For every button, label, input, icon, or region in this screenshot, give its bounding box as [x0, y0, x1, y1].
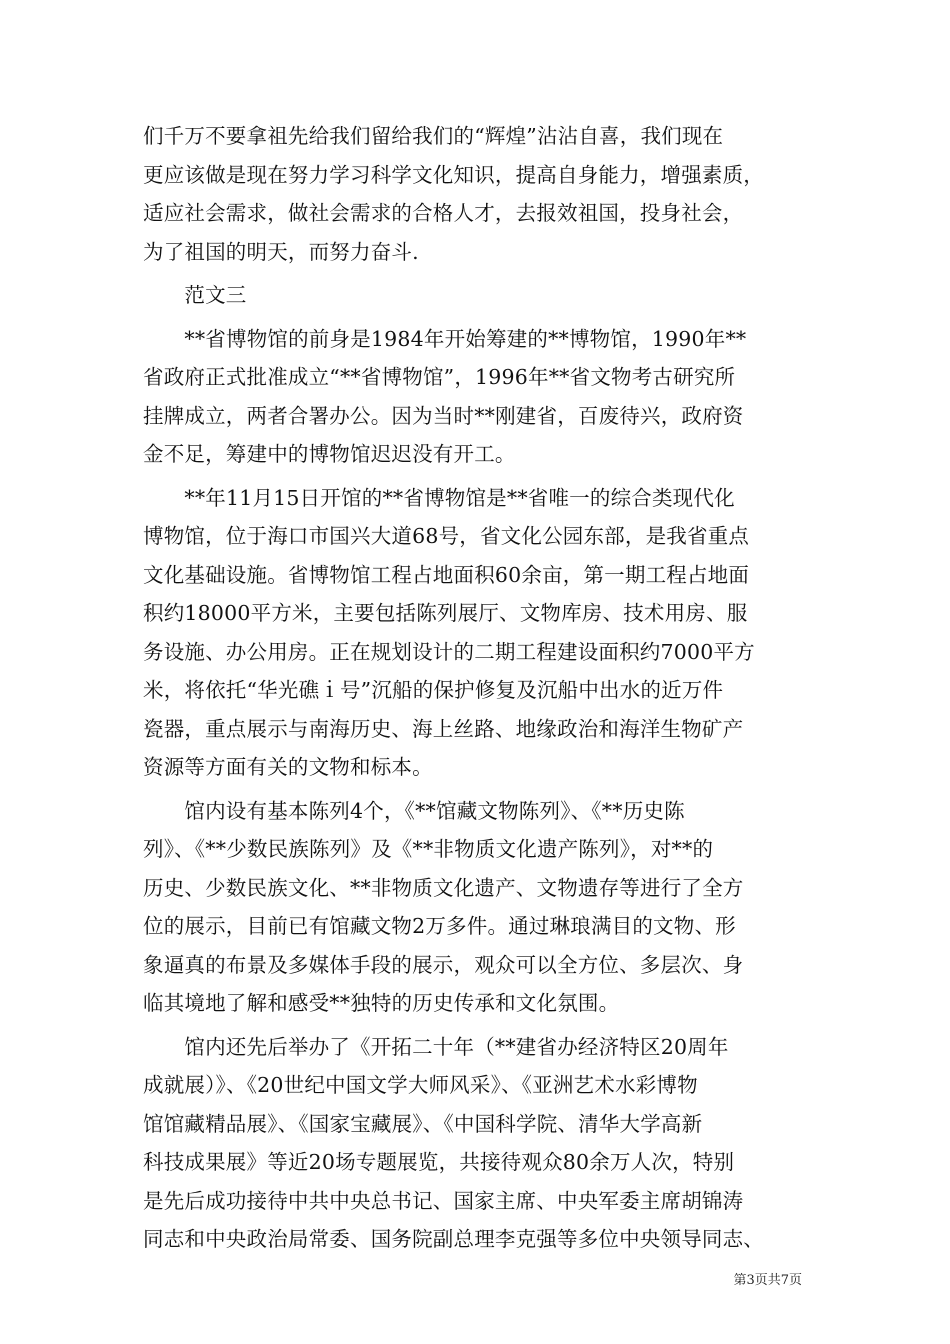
paragraph-line: 科技成果展》等近20场专题展览，共接待观众80余万人次，特别	[143, 1150, 735, 1174]
paragraph-line: 位的展示，目前已有馆藏文物2万多件。通过琳琅满目的文物、形	[143, 914, 736, 938]
paragraph-line: 积约18000平方米，主要包括陈列展厅、文物库房、技术用房、服	[143, 601, 748, 625]
paragraph-first-line: 馆内设有基本陈列4个，《**馆藏文物陈列》、《**历史陈	[143, 798, 685, 823]
paragraph-line: 临其境地了解和感受**独特的历史传承和文化氛围。	[143, 991, 620, 1015]
paragraph-line: 列》、《**少数民族陈列》及《**非物质文化遗产陈列》，对**的	[143, 837, 714, 861]
paragraph-line: 金不足，筹建中的博物馆迟迟没有开工。	[143, 442, 516, 466]
paragraph-first-line: **省博物馆的前身是1984年开始筹建的**博物馆，1990年**	[143, 326, 747, 351]
paragraph-line: 为了祖国的明天，而努力奋斗.	[143, 239, 419, 264]
paragraph-line: 省政府正式批准成立“**省博物馆”，1996年**省文物考古研究所	[143, 365, 736, 389]
paragraph-line: 挂牌成立，两者合署办公。因为当时**刚建省，百废待兴，政府资	[143, 403, 744, 428]
paragraph-first-line: 馆内还先后举办了《开拓二十年（**建省办经济特区20周年	[143, 1034, 729, 1059]
document-body	[143, 117, 823, 1259]
paragraph-line: 文化基础设施。省博物馆工程占地面积60余亩，第一期工程占地面	[143, 562, 750, 587]
paragraph-line: 历史、少数民族文化、**非物质文化遗产、文物遗存等进行了全方	[143, 875, 744, 900]
paragraph-line: 务设施、办公用房。正在规划设计的二期工程建设面积约7000平方	[143, 639, 755, 664]
paragraph-line: 馆馆藏精品展》、《国家宝藏展》、《中国科学院、清华大学高新	[143, 1111, 703, 1136]
paragraph-line: 更应该做是现在努力学习科学文化知识，提高自身能力，增强素质，	[143, 162, 764, 187]
paragraph-line: 是先后成功接待中共中央总书记、国家主席、中央军委主席胡锦涛	[143, 1188, 744, 1213]
paragraph-line: 米，将依托“华光礁ｉ号”沉船的保护修复及沉船中出水的近万件	[143, 678, 724, 702]
paragraph-first-line: 们千万不要拿祖先给我们留给我们的“辉煌”沾沾自喜，我们现在	[143, 124, 724, 148]
paragraph-first-line: **年11月15日开馆的**省博物馆是**省唯一的综合类现代化	[143, 485, 735, 510]
paragraph-first-line: 范文三	[143, 283, 247, 307]
paragraph-line: 资源等方面有关的文物和标本。	[143, 755, 433, 779]
paragraph-line: 同志和中央政治局常委、国务院副总理李克强等多位中央领导同志、	[143, 1227, 764, 1251]
paragraph-line: 博物馆，位于海口市国兴大道68号，省文化公园东部，是我省重点	[143, 524, 750, 548]
paragraph-line: 成就展）》、《20世纪中国文学大师风采》、《亚洲艺术水彩博物	[143, 1073, 698, 1097]
paragraph-line: 瓷器，重点展示与南海历史、海上丝路、地缘政治和海洋生物矿产	[143, 716, 744, 741]
paragraph-line: 适应社会需求，做社会需求的合格人才，去报效祖国，投身社会，	[143, 201, 744, 225]
paragraph-line: 象逼真的布景及多媒体手段的展示，观众可以全方位、多层次、身	[143, 952, 744, 977]
page-number: 第3页共7页	[733, 1273, 802, 1288]
